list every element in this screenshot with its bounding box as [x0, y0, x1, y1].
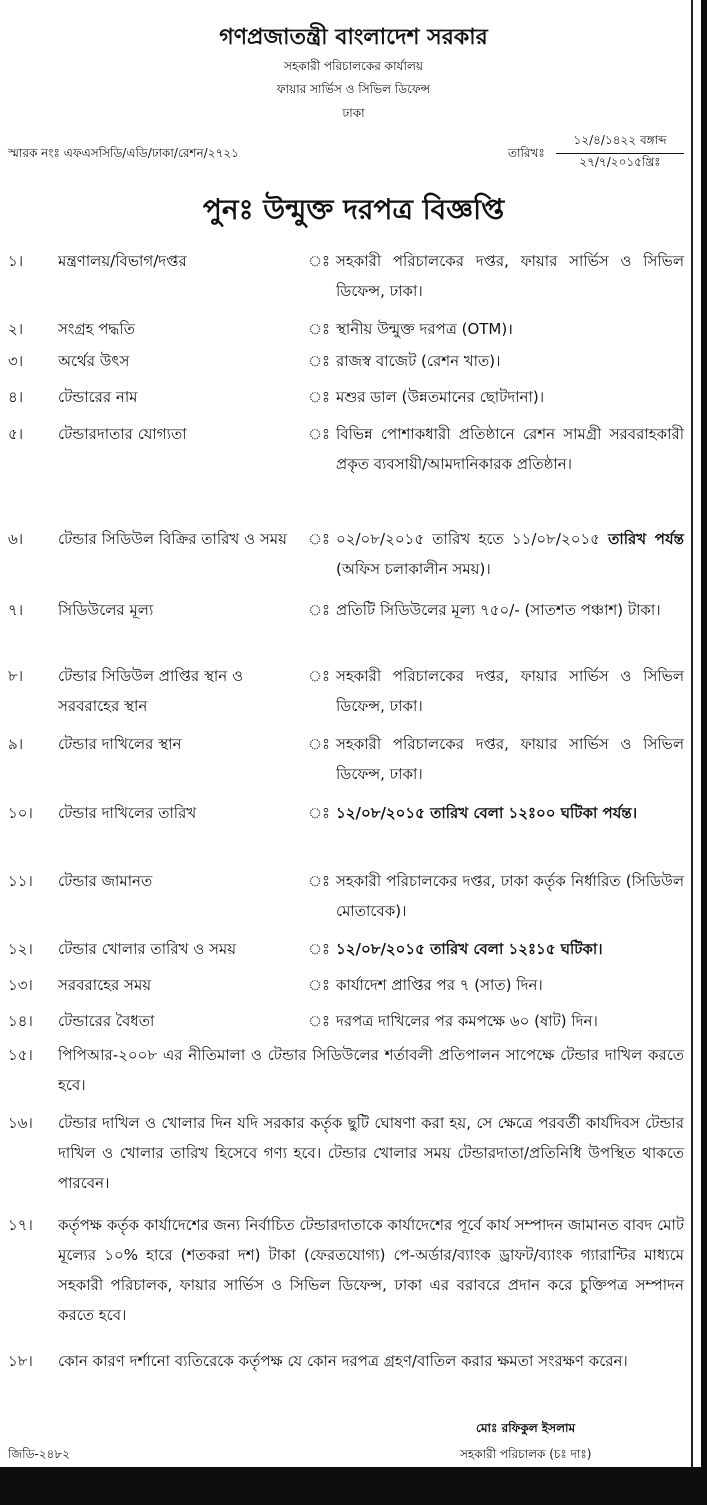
city-name: ঢাকা: [342, 106, 365, 120]
gd-number: জিডি-২৪৮২: [8, 1447, 70, 1461]
item-number: ১।: [8, 252, 24, 270]
item-value: সহকারী পরিচালকের দপ্তর, ফায়ার সার্ভিস ও সিভিল ডিফেন্স, ঢাকা।: [336, 735, 684, 783]
clause-number: ১৮।: [8, 1352, 33, 1370]
item-colon: ঃ: [308, 1012, 331, 1030]
clause-text: কোন কারণ দর্শানো ব্যতিরেকে কর্তৃপক্ষ যে কোন দরপত্র গ্রহণ/বাতিল করার ক্ষমতা সংরক্ষণ করেন।: [58, 1352, 628, 1370]
item-colon: ঃ: [308, 872, 331, 890]
item-colon: ঃ: [308, 388, 331, 406]
item-label: মন্ত্রণালয়/বিভাগ/দপ্তর: [58, 252, 187, 270]
item-label: টেন্ডার সিডিউল প্রাপ্তির স্থান ও সরবরাহের স্থান: [58, 667, 243, 715]
date-bangla: ১২/৪/১৪২২ বঙ্গাব্দ: [556, 132, 684, 154]
item-value: [336, 524, 684, 584]
item-value: প্রতিটি সিডিউলের মূল্য ৭৫০/- (সাতশত পঞ্চাশ) টাকা।: [336, 601, 661, 619]
item-number: ৮।: [8, 667, 24, 685]
item-label: অর্থের উৎস: [58, 352, 130, 370]
item-value: রাজস্ব বাজেট (রেশন খাত)।: [336, 352, 501, 370]
item-value: মশুর ডাল (উন্নতমানের ছোটদানা)।: [336, 388, 545, 406]
item-number: ১০।: [8, 804, 33, 822]
item-value: দরপত্র দাখিলের পর কমপক্ষে ৬০ (ষাট) দিন।: [336, 1012, 598, 1030]
sale-office-hours: (অফিস চলাকালীন সময়)।: [336, 560, 491, 578]
item-value: সহকারী পরিচালকের দপ্তর, ফায়ার সার্ভিস ও সিভিল ডিফেন্স, ঢাকা।: [336, 667, 684, 715]
item-colon: ঃ: [308, 530, 331, 548]
signatory-designation: সহকারী পরিচালক (চঃ দাঃ): [460, 1447, 592, 1461]
item-label: টেন্ডারের নাম: [58, 388, 138, 406]
bottom-border: [0, 1467, 707, 1505]
clause-number: ১৬।: [8, 1114, 33, 1132]
item-label: টেন্ডার দাখিলের তারিখ: [58, 804, 197, 822]
item-label: টেন্ডার খোলার তারিখ ও সময়: [58, 940, 237, 958]
item-value: ১২/০৮/২০১৫ তারিখ বেলা ১২ঃ১৫ ঘটিকা।: [336, 940, 603, 958]
item-number: ৬।: [8, 530, 24, 548]
govt-heading: গণপ্রজাতন্ত্রী বাংলাদেশ সরকার: [219, 25, 488, 50]
item-number: ৯।: [8, 735, 24, 753]
item-number: ২।: [8, 320, 24, 338]
clause-text: টেন্ডার দাখিল ও খোলার দিন যদি সরকার কর্তৃক ছুটি ঘোষণা করা হয়, সে ক্ষেত্রে পরবর্তী কার্যদিবস টেন্ডার দাখিল ও খোলার তারিখ হিসেবে গণ্য হবে। টেন্ডার খোলার সময় টেন্ডারদাতা/প্রতিনিধি উপস্থিত থাকতে পারবেন।: [58, 1114, 684, 1192]
item-label: টেন্ডার সিডিউল বিক্রির তারিখ ও সময়: [58, 530, 287, 548]
sale-until-bold: তারিখ পর্যন্ত: [608, 530, 684, 548]
clause-text: কর্তৃপক্ষ কর্তৃক কার্যাদেশের জন্য নির্বাচিত টেন্ডারদাতাকে কার্যাদেশের পূর্বে কার্য সম্পাদন জামানত বাবদ মোট মূল্যের ১০% হারে (শতকরা দশ) টাকা (ফেরতযোগ্য) পে-অর্ডার/ব্যাংক ড্রাফট/ব্যাংক গ্যারান্টির মাধ্যমে সহকারী পরিচালক, ফায়ার সার্ভিস ও সিভিল ডিফেন্স, ঢাকা এর বরাবরে প্রদান করে চুক্তিপত্র সম্পাদন করতে হবে।: [58, 1216, 684, 1324]
notice-title: পুনঃ উন্মুক্ত দরপত্র বিজ্ঞপ্তি: [202, 193, 505, 226]
item-value: সহকারী পরিচালকের দপ্তর, ঢাকা কর্তৃক নির্ধারিত (সিডিউল মোতাবেক)।: [336, 872, 684, 920]
item-colon: ঃ: [308, 320, 331, 338]
office-name: সহকারী পরিচালকের কার্যালয়: [284, 59, 423, 73]
item-value: কার্যাদেশ প্রাপ্তির পর ৭ (সাত) দিন।: [336, 976, 543, 994]
item-number: ১৩।: [8, 976, 33, 994]
item-value: ১২/০৮/২০১৫ তারিখ বেলা ১২ঃ০০ ঘটিকা পর্যন্ত।: [336, 804, 638, 822]
item-number: ৪।: [8, 388, 24, 406]
item-number: ১২।: [8, 940, 33, 958]
item-number: ৫।: [8, 425, 24, 443]
item-colon: ঃ: [308, 425, 331, 443]
item-label: টেন্ডারের বৈধতা: [58, 1012, 155, 1030]
item-label: সংগ্রহ পদ্ধতি: [58, 320, 135, 338]
item-value: বিভিন্ন পোশাকধারী প্রতিষ্ঠানে রেশন সামগ্রী সরবরাহকারী প্রকৃত ব্যবসায়ী/আমদানিকারক প্রতিষ্ঠান।: [336, 425, 684, 473]
item-number: ১৪।: [8, 1012, 33, 1030]
item-colon: ঃ: [308, 352, 331, 370]
clause-number: ১৭।: [8, 1216, 33, 1234]
item-label: টেন্ডার জামানত: [58, 872, 153, 890]
item-label: টেন্ডারদাতার যোগ্যতা: [58, 425, 187, 443]
sale-date-range: ০২/০৮/২০১৫ তারিখ হতে ১১/০৮/২০১৫: [336, 530, 600, 548]
date-label: তারিখঃ: [508, 146, 545, 160]
item-label: সিডিউলের মূল্য: [58, 601, 154, 619]
item-colon: ঃ: [308, 735, 331, 753]
item-colon: ঃ: [308, 804, 331, 822]
item-colon: ঃ: [308, 252, 331, 270]
clause-text: পিপিআর-২০০৮ এর নীতিমালা ও টেন্ডার সিডিউলের শর্তাবলী প্রতিপালন সাপেক্ষে টেন্ডার দাখিল করতে হবে।: [58, 1046, 684, 1094]
date-english: ২৭/৭/২০১৫খ্রিঃ: [579, 155, 661, 169]
clause-number: ১৫।: [8, 1046, 33, 1064]
signatory-name: মোঃ রফিকুল ইসলাম: [476, 1421, 576, 1435]
item-colon: ঃ: [308, 976, 331, 994]
item-number: ৭।: [8, 601, 24, 619]
memo-number: স্মারক নংঃ এফএসসিডি/এডি/ঢাকা/রেশন/২৭২১: [8, 146, 239, 160]
department-name: ফায়ার সার্ভিস ও সিভিল ডিফেন্স: [276, 82, 431, 96]
item-colon: ঃ: [308, 940, 331, 958]
item-colon: ঃ: [308, 601, 331, 619]
item-value: সহকারী পরিচালকের দপ্তর, ফায়ার সার্ভিস ও সিভিল ডিফেন্স, ঢাকা।: [336, 252, 684, 300]
item-label: সরবরাহের সময়: [58, 976, 152, 994]
item-number: ১১।: [8, 872, 33, 890]
item-number: ৩।: [8, 352, 24, 370]
item-colon: ঃ: [308, 667, 331, 685]
item-label: টেন্ডার দাখিলের স্থান: [58, 735, 182, 753]
item-value: স্থানীয় উন্মুক্ত দরপত্র (OTM)।: [336, 320, 513, 338]
